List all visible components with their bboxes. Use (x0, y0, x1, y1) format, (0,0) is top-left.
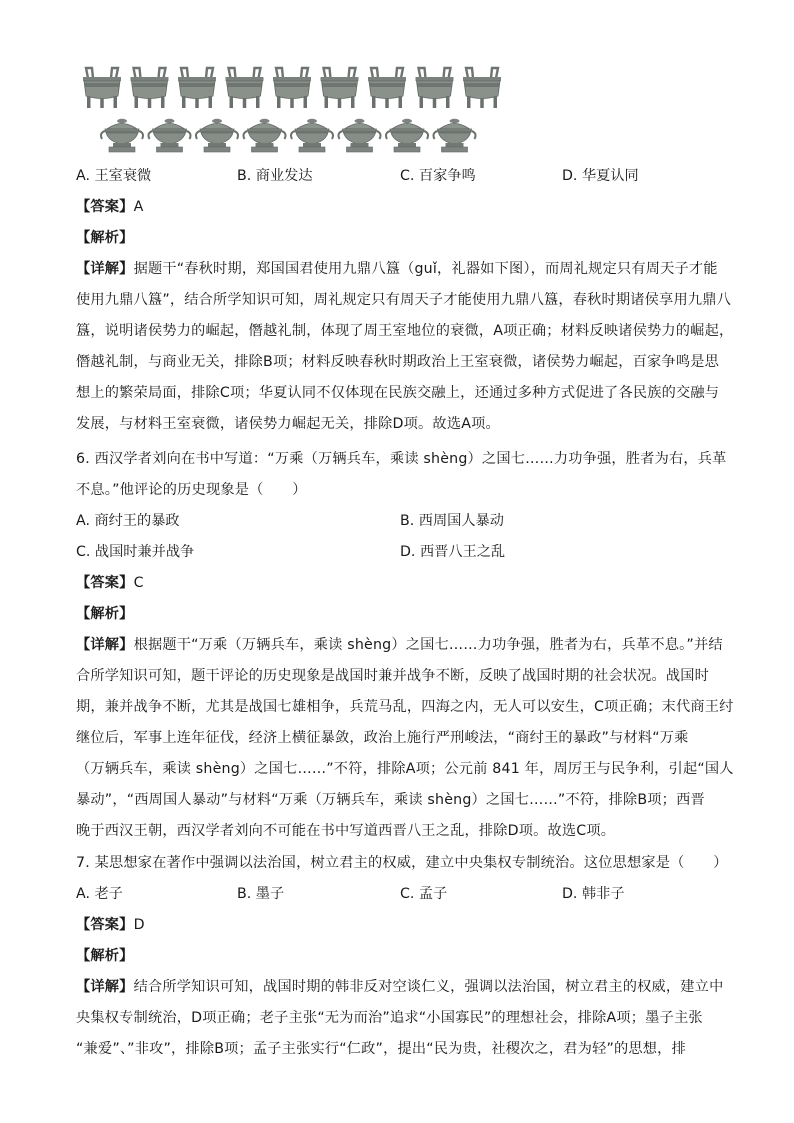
detail-text: 据题干“春秋时期，郑国国君使用九鼎八簋（guǐ，礼器如下图），而周礼规定只有周天子才能 (133, 261, 718, 277)
q6-option-a: A. 商纣王的暴政 (76, 513, 180, 529)
q6-option-d: D. 西晋八王之乱 (400, 544, 506, 560)
answer-tag: 【答案】 (76, 575, 134, 591)
q5-option-d: D. 华夏认同 (562, 168, 639, 184)
q5-detail-line (76, 259, 716, 279)
ding-vessel-icon (131, 68, 169, 108)
ding-vessel-icon (416, 68, 454, 108)
q6-detail-line: 期，兼并战争不断，尤其是战国七雄相争，兵荒马乱，四海之内，无人可以安生，C项正确；末代商王纣 (76, 699, 734, 715)
q5-detail-line: 僭越礼制，与商业无关，排除B项；材料反映春秋时期政治上王室衰微，诸侯势力崛起，百家争鸣是思 (76, 354, 719, 370)
q6-detail-line: （万辆兵车，乘读 shèng）之国七……”不符，排除A项；公元前 841 年，周厉王与民争利，引起“国人 (76, 761, 734, 777)
q6-detail-line (76, 635, 723, 655)
q7-option-b: B. 墨子 (237, 886, 285, 902)
gui-vessel-icon (434, 119, 476, 152)
ding-vessel-icon (463, 68, 501, 108)
answer-tag: 【答案】 (76, 917, 134, 933)
answer-value: C (133, 575, 144, 591)
q5-option-c: C. 百家争鸣 (400, 168, 476, 184)
detail-text: 根据题干“万乘（万辆兵车，乘读 shèng）之国七……力功争强，胜者为右，兵革不息。”并结 (133, 637, 723, 653)
q6-answer (76, 573, 716, 593)
q6-detail-line: 暴动”，“西周国人暴动”与材料“万乘（万辆兵车，乘读 shèng）之国七……”不符，排除B项；西晋 (76, 792, 705, 808)
answer-tag: 【答案】 (76, 199, 134, 215)
q5-detail-line: 想上的繁荣局面，排除C项；华夏认同不仅体现在民族交融上，还通过多种方式促进了各民族的交融与 (76, 385, 720, 401)
q7-answer (76, 915, 716, 935)
q6-stem-line: 不息。”他评论的历史现象是（ ） (76, 482, 307, 498)
q7-detail-line: 央集权专制统治，D项正确；老子主张“无为而治”追求“小国寡民”的理想社会，排除A项；墨子主张 (76, 1010, 703, 1026)
ding-vessel-icon (273, 68, 311, 108)
ritual-vessels-figure (80, 66, 520, 156)
q6-option-c: C. 战国时兼并战争 (76, 544, 195, 560)
q6-detail-line: 合所学知识可知，题干评论的历史现象是战国时兼并战争不断，反映了战国时期的社会状况。战国时 (76, 668, 710, 684)
q7-detail-line: “兼爱”、”非攻”，排除B项；孟子主张实行“仁政”，提出“民为贵，社稷次之，君为轻”的思想，排 (76, 1041, 686, 1057)
detail-text: 结合所学知识可知，战国时期的韩非反对空谈仁义，强调以法治国，树立君主的权威，建立中 (133, 979, 724, 995)
q7-detail-line (76, 977, 724, 997)
q6-analysis-tag: 【解析】 (76, 606, 134, 622)
q7-option-d: D. 韩非子 (562, 886, 625, 902)
q6-detail-line: 晚于西汉王朝，西汉学者刘向不可能在书中写道西晋八王之乱，排除D项。故选C项。 (76, 823, 616, 839)
q5-analysis-tag: 【解析】 (76, 230, 134, 246)
ding-vessel-icon (83, 68, 121, 108)
gui-vessel-icon (149, 119, 191, 152)
detail-tag: 【详解】 (76, 637, 134, 653)
q6-stem-line: 6. 西汉学者刘向在书中写道：“万乘（万辆兵车，乘读 shèng）之国七……力功争强，胜者为右，兵革 (76, 451, 727, 467)
ding-vessel-icon (226, 68, 264, 108)
gui-vessel-icon (196, 119, 238, 152)
q5-option-a: A. 王室衰微 (76, 168, 152, 184)
ding-vessel-icon (321, 68, 359, 108)
answer-value: A (133, 199, 144, 215)
q5-detail-line: 发展，与材料王室衰微，诸侯势力崛起无关，排除D项。故选A项。 (76, 416, 500, 432)
gui-vessel-icon (244, 119, 286, 152)
q5-answer (76, 197, 716, 217)
q7-analysis-tag: 【解析】 (76, 948, 134, 964)
detail-tag: 【详解】 (76, 979, 134, 995)
q7-option-c: C. 孟子 (400, 886, 448, 902)
q5-detail-line: 使用九鼎八簋”，结合所学知识可知，周礼规定只有周天子才能使用九鼎八簋，春秋时期诸侯享用九鼎八 (76, 292, 731, 308)
gui-vessel-icon (339, 119, 381, 152)
q7-stem: 7. 某思想家在著作中强调以法治国，树立君主的权威，建立中央集权专制统治。这位思想家是（ ） (76, 855, 728, 871)
gui-vessel-icon (101, 119, 143, 152)
gui-vessel-icon (386, 119, 428, 152)
ding-vessel-icon (178, 68, 216, 108)
q6-detail-line: 继位后，军事上连年征伐，经济上横征暴敛，政治上施行严刑峻法，“商纣王的暴政”与材料“万乘 (76, 730, 689, 746)
q7-option-a: A. 老子 (76, 886, 123, 902)
answer-value: D (133, 917, 145, 933)
detail-tag: 【详解】 (76, 261, 134, 277)
ding-vessel-icon (368, 68, 406, 108)
q5-detail-line: 簋，说明诸侯势力的崛起，僭越礼制，体现了周王室地位的衰微，A项正确；材料反映诸侯势力的崛起， (76, 323, 734, 339)
q5-option-b: B. 商业发达 (237, 168, 313, 184)
q6-option-b: B. 西周国人暴动 (400, 513, 504, 529)
gui-vessel-icon (291, 119, 333, 152)
